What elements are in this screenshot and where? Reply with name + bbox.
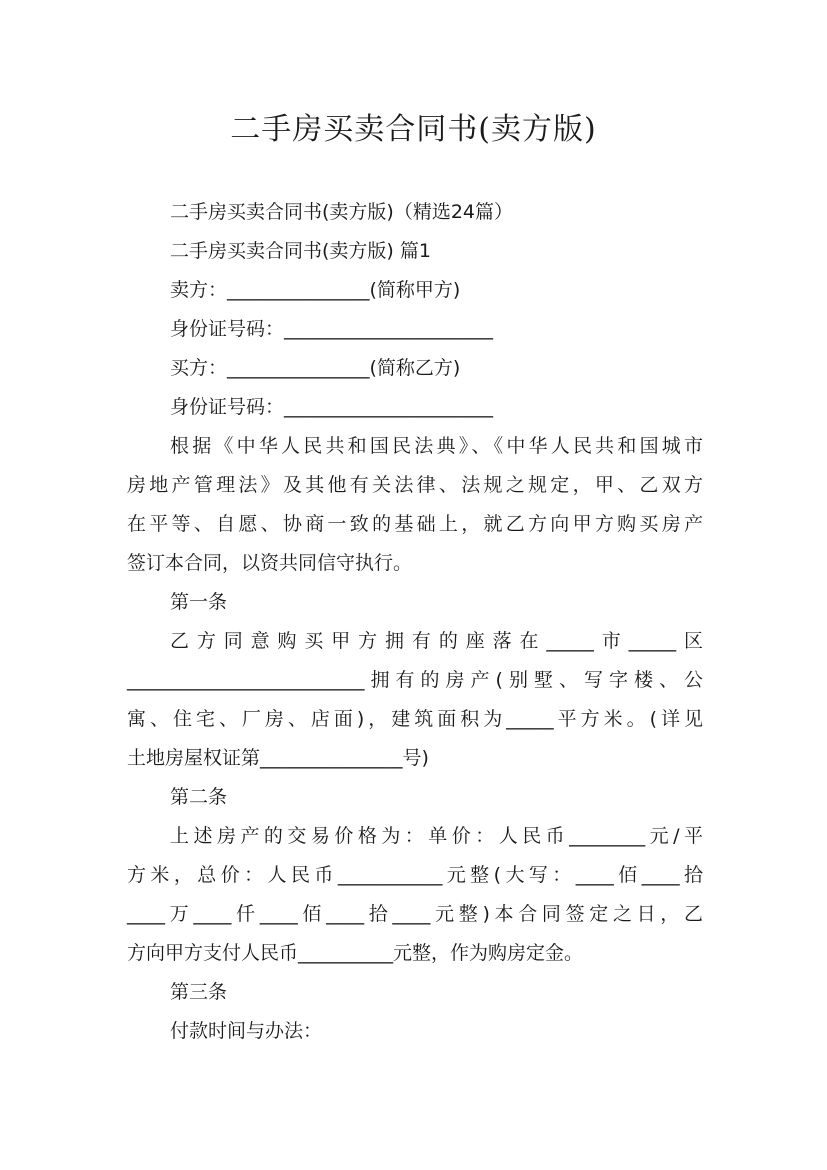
intro-paragraph-line: 房地产管理法》及其他有关法律、法规之规定，甲、乙双方 xyxy=(127,474,703,496)
article-paragraph-line: 乙方同意购买甲方拥有的座落在_____市_____区 xyxy=(170,630,703,652)
article-paragraph-line: _________________________拥有的房产(别墅、写字楼、公 xyxy=(127,669,703,691)
intro-paragraph-line: 根据《中华人民共和国民法典》、《中华人民共和国城市 xyxy=(170,435,703,457)
seller-id-field: 身份证号码：______________________ xyxy=(170,318,494,340)
section-heading: 二手房买卖合同书(卖方版) 篇1 xyxy=(170,240,431,262)
document-subtitle: 二手房买卖合同书(卖方版)（精选24篇） xyxy=(170,201,514,223)
article-heading: 第一条 xyxy=(170,591,228,613)
article-paragraph-line: 寓、住宅、厂房、店面)，建筑面积为_____平方米。(详见 xyxy=(127,708,703,730)
article-paragraph-line: 方向甲方支付人民币__________元整，作为购房定金。 xyxy=(127,942,584,964)
article-heading: 第三条 xyxy=(170,981,228,1003)
article-paragraph-line: 土地房屋权证第_______________号) xyxy=(127,747,429,769)
article-paragraph-line: 付款时间与办法： xyxy=(170,1020,323,1042)
intro-paragraph-line: 在平等、自愿、协商一致的基础上，就乙方向甲方购买房产 xyxy=(127,513,703,535)
buyer-id-field: 身份证号码：______________________ xyxy=(170,396,494,418)
buyer-field: 买方：_______________(简称乙方) xyxy=(170,357,461,379)
article-paragraph-line: ____万____仟____佰____拾____元整)本合同签定之日，乙 xyxy=(127,903,703,925)
article-heading: 第二条 xyxy=(170,786,228,808)
intro-paragraph-line: 签订本合同，以资共同信守执行。 xyxy=(127,552,413,574)
article-paragraph-line: 上述房产的交易价格为：单价：人民币________元/平 xyxy=(170,825,703,847)
seller-field: 卖方：_______________(简称甲方) xyxy=(170,279,461,301)
document-title: 二手房买卖合同书(卖方版) xyxy=(230,112,597,147)
article-paragraph-line: 方米，总价：人民币___________元整(大写：____佰____拾 xyxy=(127,864,703,886)
